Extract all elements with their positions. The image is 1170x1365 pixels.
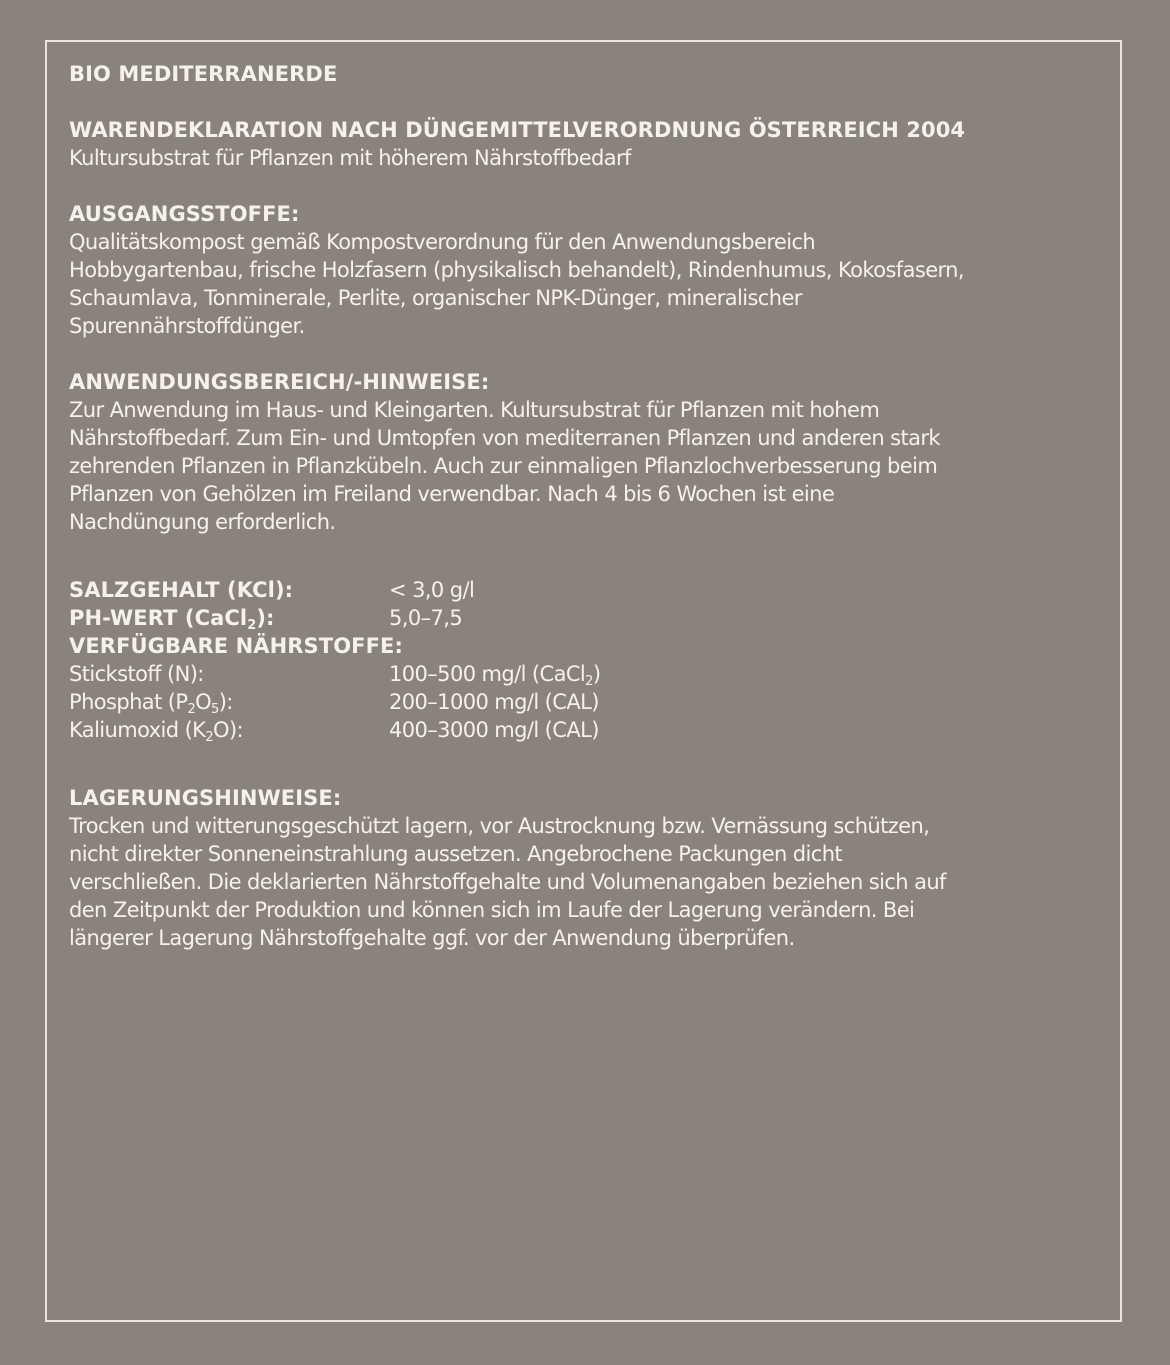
lagerung-heading: LAGERUNGSHINWEISE: bbox=[69, 786, 342, 810]
stickstoff-label: Stickstoff (N): bbox=[69, 662, 204, 686]
stickstoff-value: 100–500 mg/l (CaCl$_2$) bbox=[389, 662, 601, 689]
stickstoff-row bbox=[69, 660, 1100, 688]
product-title: BIO MEDITERRANERDE bbox=[69, 62, 338, 86]
salzgehalt-value: < 3,0 g/l bbox=[389, 578, 475, 602]
salzgehalt-row bbox=[69, 576, 1100, 604]
lagerung-line: den Zeitpunkt der Produktion und können sich im Laufe der Lagerung verändern. Bei bbox=[69, 898, 915, 922]
ausgangsstoffe-line: Hobbygartenbau, frische Holzfasern (physikalisch behandelt), Rindenhumus, Kokosfasern, bbox=[69, 258, 964, 282]
phosphat-row bbox=[69, 688, 1100, 716]
lagerung-line: Trocken und witterungsgeschützt lagern, vor Austrocknung bzw. Vernässung schützen, bbox=[69, 814, 930, 838]
phosphat-label: Phosphat $(P_2O_5)$: bbox=[69, 690, 233, 717]
kalium-value: 400–3000 mg/l (CAL) bbox=[389, 718, 599, 742]
anwendung-line: Nachdüngung erforderlich. bbox=[69, 510, 336, 534]
kalium-label: Kaliumoxid $(K_2O)$: bbox=[69, 718, 244, 745]
label-content bbox=[69, 60, 1100, 952]
kalium-row bbox=[69, 716, 1100, 744]
salzgehalt-label: SALZGEHALT (KCl): bbox=[69, 578, 294, 602]
ausgangsstoffe-heading: AUSGANGSSTOFFE: bbox=[69, 202, 300, 226]
label-frame bbox=[45, 40, 1122, 1322]
ausgangsstoffe-line: Schaumlava, Tonminerale, Perlite, organischer NPK-Dünger, mineralischer bbox=[69, 286, 802, 310]
anwendung-heading: ANWENDUNGSBEREICH/-HINWEISE: bbox=[69, 370, 490, 394]
anwendung-line: Zur Anwendung im Haus- und Kleingarten. Kultursubstrat für Pflanzen mit hohem bbox=[69, 398, 880, 422]
ph-value: 5,0–7,5 bbox=[389, 606, 463, 630]
lagerung-line: verschließen. Die deklarierten Nährstoffgehalte und Volumenangaben beziehen sich auf bbox=[69, 870, 946, 894]
anwendung-line: Nährstoffbedarf. Zum Ein- und Umtopfen von mediterranen Pflanzen und anderen stark bbox=[69, 426, 940, 450]
phosphat-value: 200–1000 mg/l (CAL) bbox=[389, 690, 599, 714]
lagerung-line: nicht direkter Sonneneinstrahlung aussetzen. Angebrochene Packungen dicht bbox=[69, 842, 843, 866]
ph-label: PH-WERT (CaCl$_2$): bbox=[69, 606, 275, 633]
ph-row bbox=[69, 604, 1100, 632]
declaration-subtitle: Kultursubstrat für Pflanzen mit höherem Nährstoffbedarf bbox=[69, 146, 631, 170]
anwendung-line: Pflanzen von Gehölzen im Freiland verwendbar. Nach 4 bis 6 Wochen ist eine bbox=[69, 482, 835, 506]
anwendung-line: zehrenden Pflanzen in Pflanzkübeln. Auch zur einmaligen Pflanzlochverbesserung beim bbox=[69, 454, 938, 478]
ausgangsstoffe-line: Spurennährstoffdünger. bbox=[69, 314, 305, 338]
naehrstoffe-heading: VERFÜGBARE NÄHRSTOFFE: bbox=[69, 634, 403, 658]
ausgangsstoffe-line: Qualitätskompost gemäß Kompostverordnung für den Anwendungsbereich bbox=[69, 230, 816, 254]
declaration-heading: WARENDEKLARATION NACH DÜNGEMITTELVERORDNUNG ÖSTERREICH 2004 bbox=[69, 118, 966, 142]
lagerung-line: längerer Lagerung Nährstoffgehalte ggf. vor der Anwendung überprüfen. bbox=[69, 926, 795, 950]
